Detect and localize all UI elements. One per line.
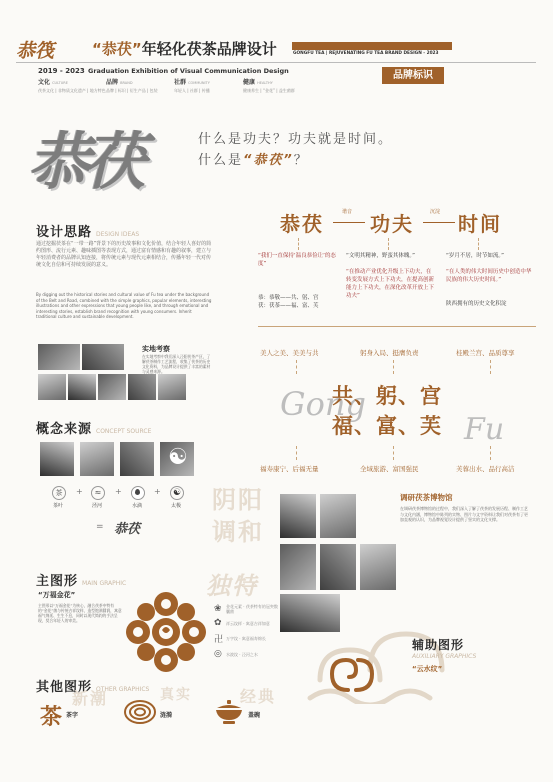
museum-photo-4: [320, 544, 356, 590]
museum-text: 在调研茯茶博物馆的过程中，我们深入了解了茯茶的发展历程、制作工艺与文化内涵，博物馆中陈列的实物、图片与文字资料让我们对茯茶有了更加直观的认识，为品牌视觉设计提供了坚实的文化支撑。: [400, 506, 528, 522]
legend-row-1: [214, 604, 280, 614]
keywords-healthy: 健康养生 | “金花” | 益生菌群: [243, 88, 295, 93]
other-graphics-title-en: OTHER GRAPHICS: [96, 686, 150, 693]
museum-photo-3: [280, 544, 316, 590]
ripple-pattern-icon: [124, 699, 156, 725]
title-brand: “恭茯”: [92, 40, 142, 58]
flow-quote-2-sub: “在推动产业优化升级上下功夫，在转变发展方式上下功夫，在提高创新能力上下功夫，在深化改革开放上下功夫”: [346, 269, 435, 299]
flow-quote-1-sub: 恭：恭敬——共、躬、宫 茯：茯茶——福、富、芙: [258, 295, 319, 309]
value-top-1: 美人之美、美美与共: [260, 349, 319, 357]
field-photo-6: [128, 374, 156, 400]
category-healthy: 健康 HEALTHY: [243, 79, 273, 86]
legend-row-2: [214, 618, 280, 628]
taiji-icon: ☯: [168, 445, 188, 470]
header-keywords: [38, 88, 378, 94]
category-community: 社群 COMMUNITY: [174, 79, 210, 86]
value-bottom-3: 芙蓉出水、品行高洁: [456, 465, 515, 473]
main-graphic-legend: [214, 604, 280, 659]
value-top-3: 桂殿兰宫、品质尊享: [456, 349, 515, 357]
other-graphics-title: 其他图形 OTHER GRAPHICS: [36, 680, 150, 695]
field-photo-2: [82, 344, 124, 370]
tea-char-icon: 茶: [40, 705, 63, 730]
museum-photo-1: [280, 494, 316, 538]
flow-arrow-1: [333, 222, 365, 223]
other-label-gaiwan: 盖碗: [248, 712, 261, 719]
museum-photo-2: [320, 494, 356, 538]
concept-photo-drop: [120, 442, 154, 476]
legend-row-4: [214, 649, 280, 659]
category-culture: 文化 CULTURE: [38, 79, 68, 86]
keywords-community: 年轻人 | 社群 | 传播: [174, 88, 210, 93]
field-photo-3: [38, 374, 66, 400]
river-icon: ≈: [91, 486, 105, 500]
aux-graphic-name: “云水纹”: [412, 665, 443, 673]
concept-label-river: 泾河: [91, 503, 102, 509]
flow-divider: [258, 326, 536, 327]
concept-label-tea: 茶叶: [52, 503, 63, 509]
op-plus-1: +: [76, 487, 83, 496]
other-label-tea: 茶字: [66, 712, 79, 719]
concept-title-en: CONCEPT SOURCE: [96, 428, 152, 435]
tea-leaf-icon: 茶: [52, 486, 66, 500]
value-script-left: Gong: [280, 385, 366, 423]
ripple-icon: ◎: [214, 649, 222, 659]
hero-line2-suffix: ？: [293, 153, 309, 168]
watermark-real: 真实: [160, 687, 192, 703]
value-bottom-line-1: [296, 446, 297, 460]
main-title: [92, 38, 277, 59]
main-graphic-desc: 主图形以“万福金花”为核心，融合茯茶中特有的“金花”菌与传统吉祥纹样，造型饱满圆润，寓意福气绵延、生生不息，同时以现代简约的手法呈现，契合年轻人的审美。: [38, 603, 122, 623]
wanfu-emblem: [124, 590, 208, 674]
flow-quote-3: “岁月不居，时节如流。”: [446, 253, 504, 259]
value-script-right: Fu: [464, 412, 505, 447]
concept-result-logo: 恭茯: [114, 522, 141, 537]
flow-connector-precipitate: 沉淀: [430, 209, 441, 215]
cloud-water-pattern: [300, 620, 450, 704]
header-en-brand: GONGFU TEA | REJUVENATING FU TEA BRAND DESIGN - 2023: [293, 51, 439, 56]
value-top-line-2: [393, 360, 394, 374]
wan-pattern-icon: 卍: [214, 635, 224, 645]
field-photo-4: [68, 374, 96, 400]
value-bottom-1: 福寿康宁、后福无量: [260, 465, 319, 473]
cloud-icon: ✿: [214, 618, 222, 628]
flow-node-time: 时间: [458, 212, 502, 236]
legend-row-3: [214, 632, 280, 645]
concept-title: 概念来源 CONCEPT SOURCE: [36, 422, 152, 437]
flow-quote-2: “文明其精神，野蛮其体魄。”: [346, 253, 415, 259]
flow-bracket-left: [298, 238, 299, 250]
value-bottom-2: 全域旅游、富国强民: [360, 465, 419, 473]
legend-text-2: 祥云纹样 · 寓意吉祥如意: [226, 620, 270, 626]
field-study-note: 在实地考察中我们深入泾阳茯茶产区，了解茯茶制作工艺流程，收集了茯茶的历史文化资料，为品牌设计提供了丰富的素材与灵感来源。: [142, 354, 211, 374]
other-label-ripple: 涟漪: [160, 712, 173, 719]
aux-graphic-title: 辅助图形: [412, 638, 465, 652]
museum-title: 调研茯茶博物馆: [400, 493, 453, 502]
category-brand: 品牌 BRAND: [106, 79, 133, 86]
concept-photo-river: [80, 442, 114, 476]
flow-bracket-mid: [388, 238, 389, 250]
hero-line2: [198, 149, 309, 168]
concept-label-taiji: 太极: [170, 503, 181, 509]
keywords-brand: 品牌 | 标识 | 衍生产品 | 包装: [106, 88, 158, 93]
field-photo-1: [38, 344, 80, 370]
main-graphic-title-en: MAIN GRAPHIC: [82, 580, 127, 587]
value-center-line1: 共、躬、宫: [332, 384, 442, 408]
value-center-line2: 福、富、芙: [332, 414, 442, 438]
flow-node-kungfu: 功夫: [370, 212, 414, 236]
hero-line1: 什么是功夫？功夫就是时间。: [198, 132, 394, 147]
watermark-unique: 独特: [206, 572, 258, 600]
flow-arrow-2: [423, 222, 455, 223]
flow-node-gongfu-brand: 恭茯: [280, 212, 324, 236]
concept-label-drop: 水滴: [131, 503, 142, 509]
flow-bracket-right: [478, 238, 479, 250]
taiji-small-icon: ☯: [170, 486, 184, 500]
watermark-trendy: 新潮: [72, 689, 109, 708]
flow-quote-1: “我们一直保持‘温良恭俭让’的态度”: [258, 253, 336, 267]
value-top-2: 躬身入局、挺膺负责: [360, 349, 419, 357]
watermark-classic: 经典: [240, 687, 277, 706]
design-idea-title: 设计思路 DESIGN IDEAS: [36, 225, 140, 240]
header-rule: [16, 62, 536, 63]
flow-quote-3-sub: “在人类的伟大时间历史中创造中华民族的伟大历史时间。”: [446, 269, 532, 283]
main-graphic-name: “万福金花”: [38, 591, 76, 599]
design-idea-para-zh: 通过挖掘茯茶在“一带一路”背景下的历史故事和文化价值，结合年轻人喜好的简约图形、流行元素、趣味插图等表现方式，通过富有情感和有趣的叙事，建立与年轻消费者的品牌认知连接，将传统元素与现代元素相结合，传播年轻一代对传统文化自信和可持续发展的意义。: [36, 241, 212, 268]
field-study-caption: 实地考察: [142, 345, 170, 353]
op-equals: =: [96, 522, 104, 532]
value-bottom-line-3: [490, 446, 491, 460]
watermark-yinyang: 阴阳: [212, 486, 264, 514]
hero-line2-brand: “恭茯”: [243, 153, 294, 168]
legend-text-1: 金花元素 · 茯茶特有的冠突散囊菌: [226, 604, 278, 614]
flow-connector-homophone: 谐音: [342, 209, 353, 215]
value-top-line-1: [296, 360, 297, 374]
op-plus-3: +: [154, 487, 161, 496]
legend-text-3: 万字纹 · 寓意福寿绵长: [226, 636, 266, 641]
field-photo-5: [98, 374, 126, 400]
hero-line2-prefix: 什么是: [198, 153, 244, 168]
watermark-harmony: 调和: [212, 518, 264, 546]
title-rest: 年轻化茯茶品牌设计: [141, 40, 277, 58]
hero-calligraphy: 恭茯: [28, 125, 141, 198]
header-exhibition: Graduation Exhibition of Visual Communication Design: [88, 67, 289, 75]
design-idea-para-en: By digging out the historical stories and cultural value of Fu tea under the background of the Belt and Road, combined with the simple graphics, popular elements, interesting illustrations and other expressions that young people like, and through emotional and interesting stories, establish brand recognition with young consumers. Inherit traditional culture and sustainable development.: [36, 292, 212, 319]
concept-photo-tea: [40, 442, 74, 476]
main-graphic-title: 主图形 MAIN GRAPHIC: [36, 574, 127, 589]
legend-text-4: 水波纹 · 泾河之水: [226, 651, 258, 657]
op-plus-2: +: [115, 487, 122, 496]
value-top-line-3: [490, 360, 491, 374]
keywords-culture: 茯茶文化 | 非物质文化遗产 | 地方特色: [38, 88, 106, 93]
header-years: 2019 - 2023: [38, 67, 85, 75]
gaiwan-icon: [214, 699, 244, 725]
brand-identity-tag: 品牌标识: [382, 67, 444, 84]
header-top-bar: [292, 42, 452, 50]
water-drop-shape: [135, 489, 140, 495]
field-photo-7: [158, 374, 186, 400]
brand-logo: 恭筏: [16, 40, 55, 62]
jinhua-icon: ❀: [214, 604, 222, 614]
header-categories: [38, 77, 368, 85]
design-idea-title-en: DESIGN IDEAS: [96, 231, 140, 238]
value-bottom-line-2: [393, 446, 394, 460]
flow-quote-3-note: 陕西拥有的历史文化积淀: [446, 301, 507, 307]
museum-photo-5: [360, 544, 396, 590]
aux-graphic-title-en: AUXILIARY GRAPHICS: [412, 653, 477, 660]
